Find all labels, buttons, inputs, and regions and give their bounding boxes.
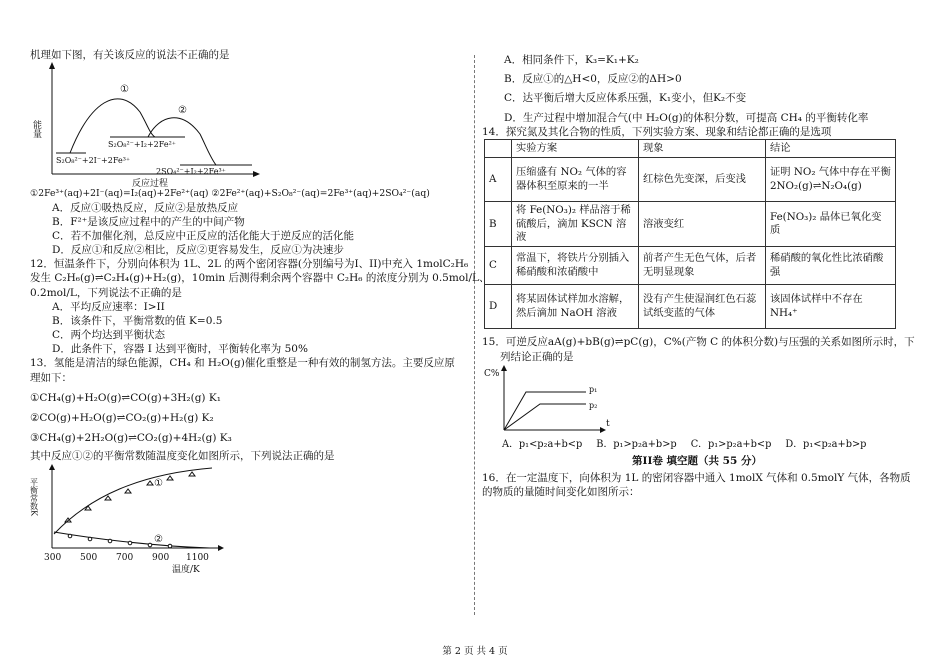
- peak-2-label: ②: [178, 105, 187, 117]
- q13-line: 理如下：: [30, 371, 72, 384]
- q12-option-b: B．该条件下，平衡常数的值 K=0.5: [52, 314, 223, 327]
- table-row: [485, 202, 896, 247]
- q15-line: 15．可逆反应aA(g)+bB(g)⇌pC(g)，C%(产物 C 的体积分数)与压强的关系如图所示时，下: [482, 336, 915, 349]
- q13-option-d: D．生产过程中增加混合气(中 H₂O(g)的体积分数，可提高 CH₄ 的平衡转化率: [504, 111, 869, 124]
- table-header-cell: 实验方案: [512, 139, 639, 157]
- k-axis-label: 平衡常数K: [30, 477, 39, 516]
- q15-option-c: C．p₁>p₂a+b<p: [690, 438, 772, 450]
- q12-option-c: C．两个均达到平衡状态: [52, 329, 166, 342]
- q11-option-a: A．反应①吸热反应，反应②是放热反应: [52, 201, 239, 214]
- table-row: [485, 285, 896, 329]
- q16-line: 的物质的量随时间变化如图所示：: [482, 486, 640, 499]
- table-header-cell: [485, 139, 512, 157]
- t-axis-label: t: [606, 418, 610, 429]
- q13-option-b: B．反应①的△H<0，反应②的ΔH>0: [504, 73, 682, 86]
- state-middle-label: S₂O₈²⁻+I₂+2Fe²⁺: [108, 140, 177, 150]
- curve-2-label: ②: [154, 533, 163, 545]
- tick-label: 500: [80, 552, 98, 563]
- state-left-label: S₂O₈²⁻+2I⁻+2Fe³⁺: [56, 156, 131, 166]
- pressure-chart: [482, 364, 912, 438]
- q15-option-b: B．p₁>p₂a+b>p: [596, 438, 677, 450]
- reaction-equations: ①2Fe³⁺(aq)+2I⁻(aq)=I₂(aq)+2Fe²⁺(aq) ②2Fe²⁺(aq)+S₂O₈²⁻(aq)=2Fe³⁺(aq)+2SO₄²⁻(aq): [30, 188, 430, 200]
- table-cell: B: [485, 202, 512, 247]
- tick-label: 900: [152, 552, 170, 563]
- table-cell: 没有产生使湿润红色石蕊试纸变蓝的气体: [639, 285, 766, 329]
- table-cell: 证明 NO₂ 气体中存在平衡 2NO₂(g)⇌N₂O₄(g): [766, 158, 896, 202]
- q12-option-d: D．此条件下，容器 I 达到平衡时，平衡转化率为 50%: [52, 343, 308, 356]
- right-column: [482, 48, 915, 499]
- table-cell: 压缩盛有 NO₂ 气体的容器体积至原来的一半: [512, 158, 639, 202]
- table-header-cell: 现象: [639, 139, 766, 157]
- q12-line: 发生 C₂H₆(g)⇌C₂H₄(g)+H₂(g)，10min 后测得剩余两个容器中 C₂H₆ 的浓度分别为 0.5mol/L、: [30, 272, 490, 285]
- q13-line: 13．氢能是清洁的绿色能源，CH₄ 和 H₂O(g)催化重整是一种有效的制氢方法。主要反应原: [30, 357, 455, 370]
- section-heading: 第II卷 填空题（共 55 分）: [632, 454, 762, 467]
- q16-line: 16．在一定温度下，向体积为 1L 的密闭容器中通入 1molX 气体和 0.5molY 气体，各物质: [482, 472, 911, 485]
- q12-option-a: A．平均反应速率：I>II: [52, 300, 165, 313]
- c-percent-label: C%: [484, 368, 500, 379]
- equilibrium-constant-chart: [30, 464, 470, 574]
- tick-label: 300: [44, 552, 62, 563]
- tick-label: 700: [116, 552, 134, 563]
- table-row: [485, 247, 896, 285]
- q15-option-d: D．p₁<p₂a+b>p: [785, 438, 867, 450]
- table-cell: Fe(NO₃)₂ 晶体已氧化变质: [766, 202, 896, 247]
- q11-option-b: B．F²⁺是该反应过程中的产生的中间产物: [52, 215, 245, 228]
- q11-option-d: D．反应①和反应②相比，反应②更容易发生，反应①为决速步: [52, 244, 344, 257]
- q11-intro: 机理如下图，有关该反应的说法不正确的是: [30, 49, 230, 61]
- energy-diagram-svg: [30, 62, 260, 188]
- p1-label: p₁: [589, 384, 598, 394]
- page-footer: 第 2 页 共 4 页: [442, 646, 508, 657]
- table-cell: D: [485, 285, 512, 329]
- table-cell: 稀硝酸的氧化性比浓硝酸强: [766, 247, 896, 285]
- q15-line: 列结论正确的是: [500, 350, 574, 363]
- k-chart-svg: [30, 464, 240, 574]
- column-divider: [474, 55, 475, 615]
- q12-line: 0.2mol/L，下列说法不正确的是: [30, 286, 182, 299]
- table-header-row: [485, 139, 896, 157]
- tick-label: 1100: [186, 552, 209, 563]
- curve-1-label: ①: [154, 477, 163, 489]
- q15-options: [482, 438, 912, 451]
- q13-option-a: A．相同条件下，K₃=K₁+K₂: [504, 54, 639, 66]
- table-cell: 溶液变红: [639, 202, 766, 247]
- q12-line: 12．恒温条件下，分别向体积为 1L、2L 的两个密闭容器(分别编号为I、II)中充入 1molC₂H₆: [30, 258, 469, 271]
- table-cell: 该固体试样中不存在 NH₄⁺: [766, 285, 896, 329]
- q13-equation-2: ②CO(g)+H₂O(g)⇌CO₂(g)+H₂(g) K₂: [30, 412, 214, 424]
- table-cell: 前者产生无色气体，后者无明显现象: [639, 247, 766, 285]
- pressure-chart-svg: [482, 364, 612, 438]
- p2-label: p₂: [589, 400, 598, 410]
- table-cell: 红棕色先变深，后变浅: [639, 158, 766, 202]
- q13-equation-1: ①CH₄(g)+H₂O(g)⇌CO(g)+3H₂(g) K₁: [30, 391, 221, 404]
- temp-axis-label: 温度/K: [172, 564, 200, 574]
- peak-1-label: ①: [120, 84, 129, 96]
- table-row: [485, 158, 896, 202]
- q13-tail: 其中反应①②的平衡常数随温度变化如图所示，下列说法正确的是: [30, 450, 335, 463]
- y-axis-label: 能量: [31, 120, 41, 139]
- q13-equation-3: ③CH₄(g)+2H₂O(g)⇌CO₂(g)+4H₂(g) K₃: [30, 432, 232, 445]
- left-column: [30, 48, 490, 574]
- q11-option-c: C．若不加催化剂，总反应中正反应的活化能大于逆反应的活化能: [52, 229, 355, 242]
- experiment-table: [484, 139, 896, 330]
- energy-diagram: [30, 62, 470, 188]
- table-cell: 将 Fe(NO₃)₂ 样品溶于稀硫酸后，滴加 KSCN 溶液: [512, 202, 639, 247]
- state-right-label: 2SO₄²⁻+I₂+2Fe³⁺: [156, 167, 226, 177]
- table-cell: 将某固体试样加水溶解，然后滴加 NaOH 溶液: [512, 285, 639, 329]
- table-cell: 常温下，将铁片分别插入稀硝酸和浓硝酸中: [512, 247, 639, 285]
- q14-stem: 14．探究氮及其化合物的性质，下列实验方案、现象和结论都正确的是选项: [482, 125, 832, 138]
- q13-option-c: C．达平衡后增大反应体系压强，K₁变小，但K₂不变: [504, 92, 747, 105]
- table-header-cell: 结论: [766, 139, 896, 157]
- table-cell: A: [485, 158, 512, 202]
- table-cell: C: [485, 247, 512, 285]
- x-axis-label: 反应过程: [132, 179, 169, 189]
- q15-option-a: A．p₁<p₂a+b<p: [502, 438, 583, 450]
